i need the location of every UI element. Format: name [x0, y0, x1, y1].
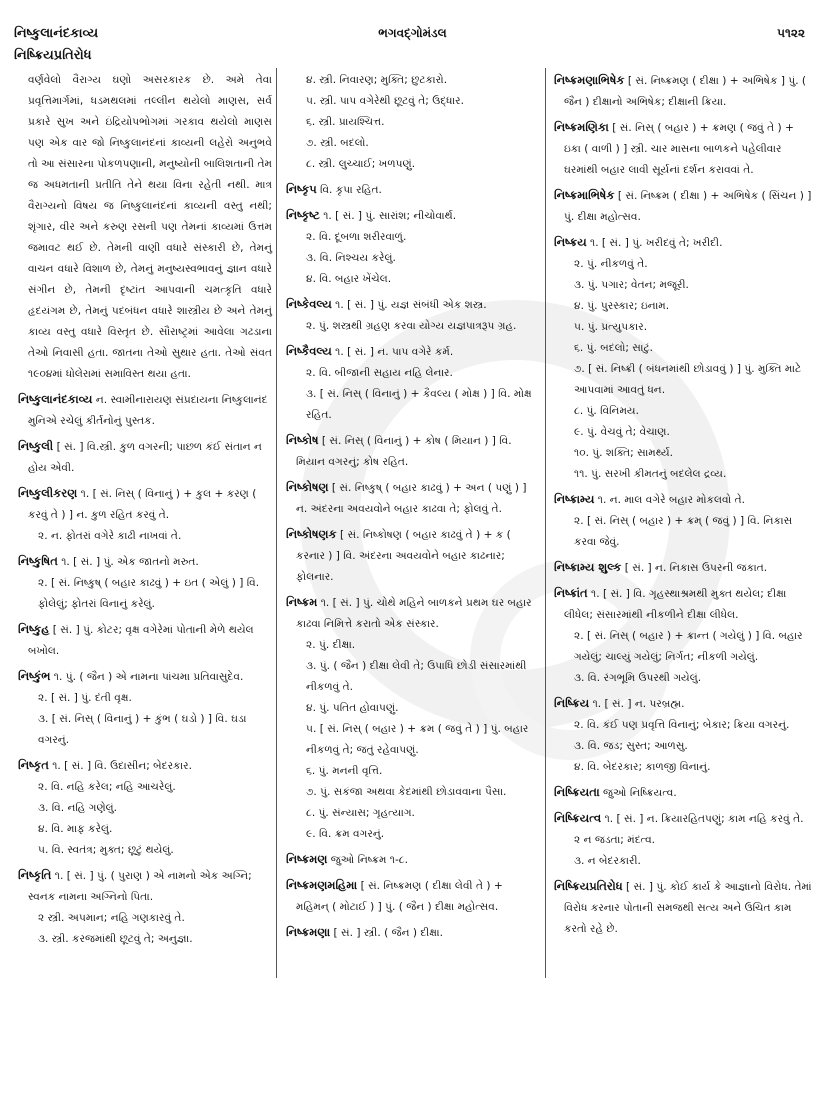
- sense: ૮. પું. વિનિમય.: [574, 405, 639, 417]
- dictionary-entry: [286, 294, 538, 337]
- sense: ૩. [ સં. નિસ્ ( વિનાનું ) + કુંભ ( ઘડો ) ] વિ. ઘડા વગરનું.: [38, 713, 247, 746]
- sense: ૩. વિ. રંગભૂમિ ઉપરથી ગયેલું.: [574, 672, 702, 684]
- headword: નિષ્કૃતિ: [18, 868, 52, 882]
- definition: [ સં. નિષ્ક્રમ ( દીક્ષા ) + અભિષેક ( સિંચન ) ] પું. દીક્ષા મહોત્સવ.: [564, 190, 812, 223]
- dictionary-entry: [18, 551, 272, 615]
- definition: વિ. કૃપા રહિત.: [320, 184, 382, 196]
- definition: ૧. [ સં. ] વિ. ગૃહસ્થાશ્રમથી મુક્ત થયેલ; દીક્ષા લીધેલ; સંસારમાંથી નીકળીને દીક્ષા લીધેલ.: [564, 588, 787, 621]
- dictionary-entry: [18, 619, 272, 662]
- headword: નિષ્કોષ: [286, 433, 319, 447]
- dictionary-entry: [286, 524, 538, 588]
- sense: ૭. પું. સકંજા અથવા કેદમાંથી છોડાવવાના પૈસા.: [306, 786, 507, 798]
- sense: ૬. સ્ત્રી. પ્રાયશ્ચિત્ત.: [306, 116, 385, 128]
- sense: ૫. [ સં. નિસ્ ( બહાર ) + ક્રમ ( જવું તે ) ] પું. બહાર નીકળવું તે; જતું રહેવાપણું.: [306, 723, 529, 756]
- headword: નિષ્ક્રમાભિષેક: [554, 188, 615, 202]
- headword: નિષ્કેવલ્ય: [286, 297, 332, 311]
- definition: જુઓ નિષ્ક્રમ ૧-૮.: [330, 854, 409, 866]
- definition: [ સં. નિષ્કુષ્ ( બહાર કાઢવું ) + અન ( પણું ) ] ન. અંદરના અવયવોને બહાર કાઢવા તે; ફોલવું તે.: [296, 482, 527, 515]
- dictionary-entry: [554, 70, 814, 113]
- definition: ૧. [ સં. ] પું. સારાંશ; નીચોવાર્થ.: [323, 210, 457, 222]
- sense: ૩. પું. ( જૈન ) દીક્ષા લેવી તે; ઉપાધિ છોડી સંસારમાંથી નીકળવું તે.: [306, 660, 527, 693]
- definition: [ સં. ] વિ.સ્ત્રી. કુળ વગરની; પાછળ કંઈ સંતાન ન હોય એવી.: [28, 441, 262, 474]
- definition: ૧. [ સં. ] પું. યજ્ઞ સંબંધી એક શસ્ત્ર.: [335, 299, 487, 311]
- headword: નિષ્ક્રિય: [554, 696, 590, 710]
- sense: ૬. પું. મનની વૃત્તિ.: [306, 765, 383, 777]
- dictionary-entry: [286, 922, 538, 944]
- book-title: ભગવદ્ગોમંડલ: [378, 26, 447, 40]
- headword: નિષ્ક્રમણિકા: [554, 120, 609, 134]
- definition: ૧. [ સં. ] પું. ( પુરાણ ) એ નામનો એક અગ્નિ; સ્વનક નામના અગ્નિનો પિતા.: [28, 870, 252, 903]
- sense: ૩. પું. પગાર; વેતન; મજૂરી.: [574, 279, 689, 291]
- sense: ૨. વિ. બીજાની સહાય નહિ લેનાર.: [306, 367, 453, 379]
- continued-paragraph: વર્ણવેલો વૈરાગ્ય ઘણો અસરકારક છે. અમે તેવા પ્રવૃત્તિમાર્ગમાં, ધડમથલમાં તલ્લીન થયેલો માણસ, સર્વ પ્રકારે સુખ અને ઇંદ્રિયોપભોગમાં ગરકાવ થયેલો માણસ પણ એક વાર જો નિષ્કુલાનંદનાં કાવ્યની લહેરો અનુભવે તો આ સંસારના પોકળપણાની, મનુષ્યોની બાલિશતાની તેમ જ અધમતાની પ્રતીતિ તેને થયા વિના રહેતી નથી. માત્ર વૈરાગ્યનો વિષય જ નિષ્કુલાનંદનાં કાવ્યની વસ્તુ નથી; શૃંગાર, વીર અને કરુણ રસની પણ તેમનાં કાવ્યમાં ઉત્તમ જમાવટ થઈ છે. તેમની વાણી વધારે સંસ્કારી છે, તેમનું વાચન વધારે વિશાળ છે, તેમનું મનુષ્યસ્વભાવનું જ્ઞાન વધારે સંગીન છે, તેમની દૃષ્ટાંત આપવાની ચમત્કૃતિ વધારે હૃદયંગમ છે, તેમનું પદબંધન વધારે શાસ્ત્રીય છે અને તેમનું કાવ્ય વસ્તુ વધારે વિસ્તૃત છે. સૌરાષ્ટ્રમાં આવેલા ગઢડાના તેઓ નિવાસી હતા. જાતના તેઓ સુથાર હતા. તેઓ સંવત ૧૯૦૪માં ધોલેરામાં સમાવિસ્ત થયા હતા.: [28, 74, 272, 380]
- headword: નિષ્ક્રમણમહિમા: [286, 878, 358, 892]
- sense: ૨. વિ. દૂબળા શરીરવાળું.: [306, 231, 407, 243]
- dictionary-entry: [286, 430, 538, 473]
- sense: ૧૦. પું. શક્તિ; સામર્થ્ય.: [574, 447, 674, 459]
- headword: નિષ્કુલાનંદકાવ્ય: [18, 392, 93, 406]
- sense: ૭. સ્ત્રી. બદલો.: [306, 137, 369, 149]
- dictionary-entry: [286, 849, 538, 871]
- dictionary-entry: [18, 483, 272, 547]
- sense: ૩. વિ. નિશ્ચય કરેલું.: [306, 252, 396, 264]
- sense: ૫. સ્ત્રી. પાપ વગેરેથી છૂટવું તે; ઉદ્ધાર.: [306, 95, 464, 107]
- definition: જુઓ નિષ્ક્રિયત્વ.: [603, 787, 677, 799]
- headword: નિષ્ક્રમણા: [286, 925, 331, 939]
- headword: નિષ્ક્રય: [554, 235, 587, 249]
- sense: ૯. વિ. ક્રમ વગરનું.: [306, 828, 385, 840]
- headword: નિષ્ક્રામ્ય શુલ્ક: [554, 560, 622, 574]
- dictionary-entry: [286, 592, 538, 845]
- sense: ૯. પું. વેચવું તે; વેચાણ.: [574, 426, 670, 438]
- sense: ૨. [ સં. ] પું. દંતી વૃક્ષ.: [38, 692, 132, 704]
- dictionary-entry: [554, 782, 814, 804]
- sense: ૨. વિ. નહિ કરેલ; નહિ આચરેલું.: [38, 781, 176, 793]
- sense: ૫. પું. પ્રત્યુપકાર.: [574, 321, 648, 333]
- dictionary-entry: [18, 755, 272, 861]
- headword: નિષ્ક્રિયત્વ: [554, 811, 602, 825]
- sense: ૪. સ્ત્રી. નિવારણ; મુક્તિ; છુટકારો.: [306, 74, 448, 86]
- dictionary-entry: [554, 557, 814, 579]
- column-1: [18, 70, 272, 954]
- sense: ૨. [ સં. નિસ્ ( બહાર ) + ક્રમ્ ( જવું ) ] વિ. નિકાસ કરવા જેવું.: [574, 515, 793, 548]
- dictionary-entry: [554, 808, 814, 872]
- headword: નિષ્ક્રમણાભિષેક: [554, 73, 625, 87]
- headword: નિષ્કુંભ: [18, 669, 51, 683]
- column-3: [554, 70, 814, 944]
- sense: ૩. ન બેદરકારી.: [574, 855, 641, 867]
- sense: ૨. ન. ફોતરાં વગેરે કાઢી નાખવાં તે.: [38, 530, 182, 542]
- headword: નિષ્ક્રમ: [286, 595, 318, 609]
- headword: નિષ્ક્રિયપ્રતિરોધ: [554, 879, 623, 893]
- definition: ન. સ્વામીનારાયણ સંપ્રદાયના નિષ્કુલાનંદ મુનિએ રચેલું કીર્તનોનું પુસ્તક.: [28, 394, 268, 427]
- dictionary-entry: [286, 179, 538, 201]
- sense: ૪. પું. પુરસ્કાર; ઇનામ.: [574, 300, 670, 312]
- definition: ૧. [ સં. ] ન. પરબ્રહ્મ.: [592, 698, 685, 710]
- definition: [ સં. નિષ્ક્રમણ ( દીક્ષા લેવી તે ) + મહિમન્ ( મોટાઈ ) ] પું. ( જૈન ) દીક્ષા મહોત્સવ.: [296, 880, 503, 913]
- headword: નિષ્કૈવલ્ય: [286, 344, 332, 358]
- sense: ૩. [ સં. નિસ્ ( વિનાનું ) + કૈવલ્ય ( મોક્ષ ) ] વિ. મોક્ષ રહિત.: [306, 388, 532, 421]
- sense: ૩. વિ. જડ; સુસ્ત; આળસુ.: [574, 740, 688, 752]
- dictionary-entry: [18, 436, 272, 479]
- definition: ૧. [ સં. ] ન. ક્રિયારહિતપણું; કામ નહિ કરવું તે.: [604, 813, 804, 825]
- headword: નિષ્કોષણ: [286, 480, 329, 494]
- headword: નિષ્ક્રાંત: [554, 586, 588, 600]
- definition: [ સં. ] સ્ત્રી. ( જૈન ) દીક્ષા.: [333, 927, 443, 939]
- sense: ૩. સ્ત્રી. કરજમાંથી છૂટવું તે; અનુજ્ઞા.: [38, 933, 193, 945]
- column-2: [286, 70, 538, 948]
- headword: નિષ્કુલી: [18, 439, 54, 453]
- definition: ૧. [ સં. ] પું. એક જાતનો મરુત.: [61, 556, 199, 568]
- headword: નિષ્કૃપ: [286, 182, 317, 196]
- definition: [ સં. નિષ્ક્રમણ ( દીક્ષા ) + અભિષેક ] પું. ( જૈન ) દીક્ષાનો અભિષેક; દીક્ષાની ક્રિયા.: [564, 75, 807, 108]
- sense: ૮. પું. સંન્યાસ; ગૃહત્યાગ.: [306, 807, 415, 819]
- sense: ૪. વિ. માફ કરેલું.: [38, 823, 113, 835]
- headword: નિષ્ક્રામ્ય: [554, 492, 595, 506]
- definition: [ સં. નિસ્ ( વિનાનું ) + કોષ ( મિયાન ) ] વિ. મિયાન વગરનું; કોષ રહિત.: [296, 435, 512, 468]
- page-number: ૫૧૨૨: [777, 26, 805, 40]
- dictionary-entry: [18, 389, 272, 432]
- definition: [ સં. નિસ્ ( બહાર ) + ક્રમણ ( જવું તે ) + ઇકા ( વાળી ) ] સ્ત્રી. ચાર માસના બાળકને પહેલીવાર ઘરમાંથી બહાર લાવી સૂર્યનાં દર્શન કરાવવાં તે.: [564, 122, 794, 176]
- page-header: [0, 26, 825, 63]
- dictionary-entry: [18, 865, 272, 950]
- sense: ૪. પું. પતિત હોવાપણું.: [306, 702, 399, 714]
- headword: નિષ્ક્રમણ: [286, 852, 328, 866]
- sense: ૮. સ્ત્રી. લુચ્ચાઈ; ખળપણું.: [306, 158, 416, 170]
- sense: ૨. વિ. કંઈ પણ પ્રવૃત્તિ વિનાનું; બેકાર; ક્રિયા વગરનું.: [574, 719, 790, 731]
- dictionary-entry: [286, 875, 538, 918]
- definition: ૧. [ સં. નિસ્ ( વિનાનું ) + કુલ + કરણ ( કરવું તે ) ] ન. કુળ રહિત કરવું તે.: [28, 488, 257, 521]
- dictionary-entry: [286, 477, 538, 520]
- column-divider-2: [545, 68, 546, 978]
- sense: ૨. પું. શસ્ત્રથી ગ્રહણ કરવા યોગ્ય યજ્ઞપાત્રરૂપ ગ્રહ.: [306, 320, 517, 332]
- dictionary-entry: [554, 693, 814, 778]
- definition: ૧. ન. માલ વગેરે બહાર મોકલવો તે.: [597, 494, 746, 506]
- definition: ૧. [ સં. ] પું. ખરીદવું તે; ખરીદી.: [590, 237, 723, 249]
- headword: નિષ્કુહ: [18, 622, 50, 636]
- sense: ૭. [ સં. નિષ્ક્રી ( બંધનમાંથી છોડાવવું ) ] પું. મુક્તિ માટે આપવામાં આવતું ધન.: [574, 363, 802, 396]
- headword: નિષ્કુલીકરણ: [18, 486, 78, 500]
- guide-word-last: નિષ્ક્રિયપ્રતિરોધ: [14, 48, 92, 63]
- guide-word-first: નિષ્કુલાનંદકાવ્ય: [14, 26, 99, 41]
- headword: નિષ્કૃષ્ટ: [286, 208, 320, 222]
- sense: ૩. વિ. નહિ ગણેલું.: [38, 802, 118, 814]
- sense: ૧૧. પું. સરખી કીમતનું બદલેલ દ્રવ્ય.: [574, 468, 727, 480]
- sense: ૨ સ્ત્રી. અપમાન; નહિ ગણકારવું તે.: [38, 912, 185, 924]
- definition: ૧. પું. ( જૈન ) એ નામના પાંચમા પ્રતિવાસુદેવ.: [53, 671, 244, 683]
- dictionary-entry: [554, 117, 814, 181]
- sense: ૨. [ સં. નિષ્કુષ્ ( બહાર કાઢવું ) + ઇત ( એલું ) ] વિ. ફોલેલું; ફોતરાં વિનાનું કરેલું.: [38, 577, 260, 610]
- sense: ૨. પું. દીક્ષા.: [306, 639, 356, 651]
- sense: ૫. વિ. સ્વતંત્ર; મુક્ત; છૂટું થયેલું.: [38, 844, 174, 856]
- definition: [ સં. ] પું. કોઈ કાર્ય કે આજ્ઞાનો વિરોધ. તેમાં વિરોધ કરનાર પોતાની સમજથી સત્ય અને ઉચિત કામ કરતો રહે છે.: [564, 881, 812, 935]
- headword: નિષ્કૃત: [18, 758, 49, 772]
- sense: ૬. પું. બદલો; સાટું.: [574, 342, 654, 354]
- dictionary-entry: [554, 489, 814, 553]
- definition: [ સં. નિષ્કોષણ ( બહાર કાઢવું તે ) + ક ( કરનાર ) ] વિ. અંદરના અવયવોને બહાર કાઢનાર; ફોલનાર.: [296, 529, 511, 583]
- sense: ૨. [ સં. નિસ્ ( બહાર ) + ક્રાન્ત ( ગયેલું ) ] વિ. બહાર ગયેલું; ચાલ્યું ગયેલું; નિર્ગત; નીકળી ગયેલું.: [574, 630, 803, 663]
- dictionary-entry: [554, 185, 814, 228]
- column-divider-1: [276, 68, 277, 978]
- sense: ૨. પું. નીકળવું તે.: [574, 258, 648, 270]
- dictionary-entry: [554, 232, 814, 485]
- dictionary-entry: [286, 70, 538, 175]
- definition: ૧. [ સં. ] પું. ચોથે મહિને બાળકને પ્રથમ ઘર બહાર કાઢવા નિમિત્તે કરાતો એક સંસ્કાર.: [296, 597, 532, 630]
- dictionary-entry: [18, 666, 272, 751]
- dictionary-entry: [286, 205, 538, 290]
- definition: ૧. [ સં. ] ન. પાપ વગેરે કર્મ.: [335, 346, 454, 358]
- dictionary-entry: [554, 583, 814, 689]
- headword: નિષ્કુષિત: [18, 554, 58, 568]
- sense: ૨ ન જડતા; મંદત્વ.: [574, 834, 656, 846]
- headword: નિષ્કોષણક: [286, 527, 337, 541]
- definition: [ સં. ] ન. નિકાસ ઉપરની જકાત.: [624, 562, 768, 574]
- dictionary-entry: [554, 876, 814, 940]
- sense: ૪. વિ. બહાર ખેંચેલ.: [306, 273, 392, 285]
- sense: ૪. વિ. બેદરકાર; કાળજી વિનાનું.: [574, 761, 711, 773]
- definition: [ સં. ] પું. કોટર; વૃક્ષ વગેરેમાં પોતાની મેળે થયેલ બખોલ.: [28, 624, 254, 657]
- dictionary-entry: [286, 341, 538, 426]
- definition: ૧. [ સં. ] વિ. ઉદાસીન; બેદરકાર.: [52, 760, 192, 772]
- headword: નિષ્ક્રિયતા: [554, 785, 600, 799]
